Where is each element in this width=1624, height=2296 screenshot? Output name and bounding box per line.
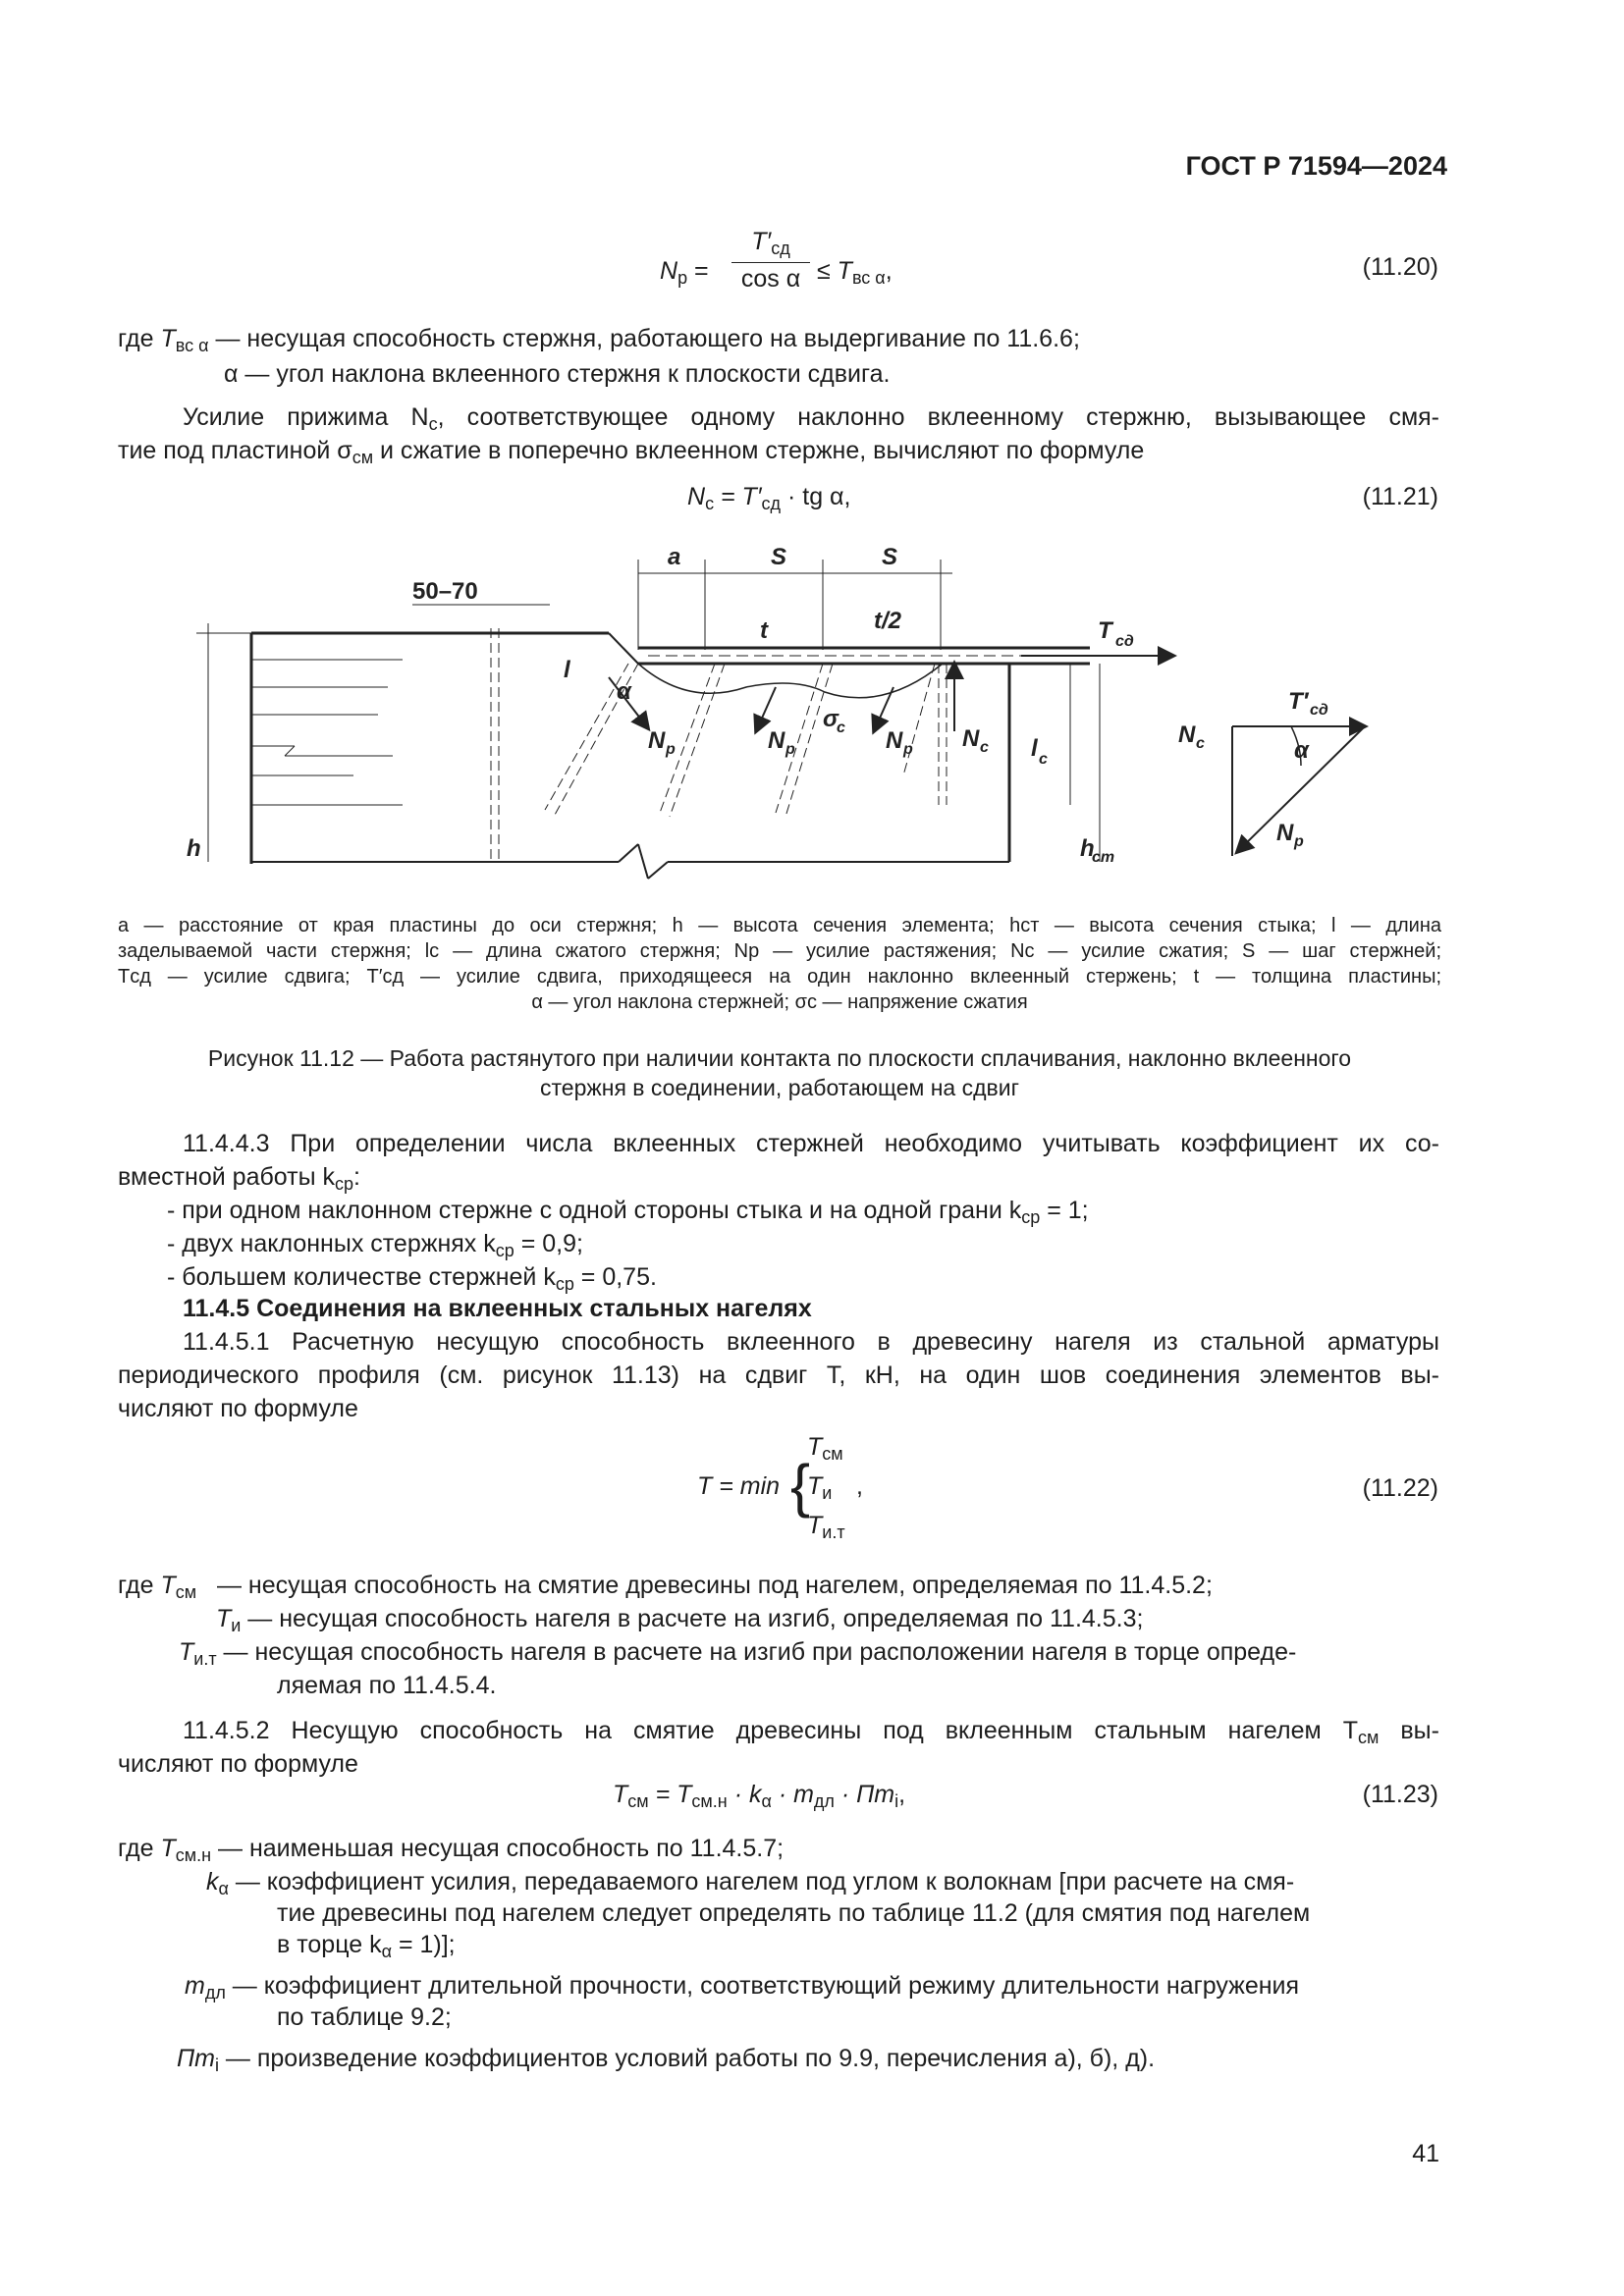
equation-11-22: T = min [697, 1472, 781, 1500]
label-nc: N [1178, 721, 1196, 748]
where-line: в торце $k_\alpha = 1$)]; [277, 1931, 456, 1961]
label-s2: S [882, 544, 898, 570]
label-np: N [886, 727, 903, 754]
where-line: где $T_{см}$ — несущая способность на смятие древесины под нагелем, определяемая по 11.4.5.2; [118, 1572, 1213, 1602]
label-nc: N [962, 725, 980, 752]
where-line: ляемая по 11.4.5.4. [277, 1672, 497, 1699]
svg-text:с: с [1039, 751, 1048, 768]
label-t: t [760, 617, 768, 644]
list-item: - большем количестве стержней $k_{ср} = 0,75$. [167, 1263, 657, 1294]
label-lc: l [1031, 735, 1038, 762]
figure-legend-line: a — расстояние от края пластины до оси стержня; h — высота сечения элемента; hст — высота сечения стыка; l — длина [118, 915, 1441, 936]
list-item: - при одном наклонном стержне с одной стороны стыка и на одной грани $k_{ср} = 1$; [167, 1197, 1089, 1227]
svg-text:с: с [980, 739, 989, 756]
page-number: 41 [1412, 2140, 1439, 2167]
section-heading: 11.4.5 Соединения на вклеенных стальных нагелях [183, 1295, 812, 1322]
paragraph-line: числяют по формуле [118, 1750, 358, 1778]
where-line: где $T_{вс \alpha}$ — несущая способность стержня, работающего на выдергивание по 11.6.6; [118, 325, 1080, 355]
svg-text:с: с [837, 720, 845, 736]
where-line: $m_{дл}$ — коэффициент длительной прочности, соответствующий режиму длительности нагружения [185, 1972, 1300, 2002]
paragraph-line: 11.4.5.2 Несущую способность на смятие древесины под вклеенным стальным нагелем $T_{см}$ вы- [183, 1717, 1439, 1747]
svg-text:р: р [903, 741, 913, 758]
list-item: - двух наклонных стержнях $k_{ср} = 0,9$; [167, 1230, 583, 1260]
where-line: $T_{и.т}$ — несущая способность нагеля в расчете на изгиб при расположении нагеля в торце опреде- [179, 1638, 1297, 1669]
label-t2: t/2 [874, 608, 902, 634]
paragraph-line: 11.4.5.1 Расчетную несущую способность вклеенного в древесину нагеля из стальной арматуры [183, 1328, 1439, 1356]
paragraph-line: тие под пластиной $\sigma_{см}$ и сжатие в поперечно вклеенном стержне, вычисляют по формуле [118, 437, 1145, 467]
equation-11-23: $T_{см} = T_{см.н} \cdot k_\alpha \cdot m_{дл} \cdot Пm_i$, [613, 1781, 906, 1811]
equation-11-21: $N_с = T'_{сд}$ · tg α, [687, 483, 851, 513]
svg-text:р: р [1294, 833, 1304, 850]
equation-11-20-fraction: $T'_{сд}$ cos α [731, 228, 810, 294]
figure-legend-line: заделываемой части стержня; lс — длина сжатого стержня; Nр — усилие растяжения; Nс — усилие сжатия; S — шаг стержней; [118, 940, 1441, 962]
svg-text:сд: сд [1115, 633, 1134, 650]
paragraph-line: Усилие прижима $N_с$, соответствующее одному наклонно вклеенному стержню, вызывающее смя- [183, 403, 1440, 434]
label-l: l [564, 657, 570, 683]
figure-caption: Рисунок 11.12 — Работа растянутого при наличии контакта по плоскости сплачивания, наклонно вклеенного стержня в соединении, работающем на сдвиг [207, 1045, 1352, 1100]
paragraph-line: 11.4.4.3 При определении числа вклеенных стержней необходимо учитывать коэффициент их со- [183, 1130, 1439, 1157]
label-np: N [768, 727, 785, 754]
where-line: $k_\alpha$ — коэффициент усилия, передаваемого нагелем под углом к волокнам [при расчете на смя- [206, 1868, 1295, 1898]
where-line: по таблице 9.2; [277, 2003, 452, 2031]
label-hst: h [1080, 835, 1095, 862]
brace: { [790, 1453, 811, 1519]
equation-number: (11.20) [1362, 253, 1438, 281]
svg-text:сд: сд [1310, 702, 1328, 719]
label-a: a [668, 544, 681, 570]
equation-number: (11.21) [1362, 483, 1438, 510]
paragraph-line: периодического профиля (см. рисунок 11.13) на сдвиг T, кН, на один шов соединения элементов вы- [118, 1362, 1439, 1389]
label-s1: S [771, 544, 787, 570]
label-alpha: α [617, 678, 631, 705]
label-np: N [1276, 820, 1294, 846]
document-code: ГОСТ Р 71594—2024 [1185, 151, 1447, 181]
svg-text:с: с [1196, 735, 1205, 752]
svg-text:р: р [666, 741, 676, 758]
label-np: N [648, 727, 666, 754]
label-h: h [187, 835, 201, 862]
where-line: где $T_{см.н}$ — наименьшая несущая способность по 11.4.5.7; [118, 1835, 785, 1865]
label-sigma: σ [823, 706, 839, 732]
equation-number: (11.22) [1362, 1474, 1438, 1502]
figure-legend-line: Tсд — усилие сдвига; T′сд — усилие сдвига, приходящееся на один наклонно вклеенный стержень; t — толщина пластины; [118, 966, 1441, 988]
label-tsd-prime: T′ [1288, 688, 1309, 715]
paragraph-line: вместной работы $k_{ср}$: [118, 1163, 360, 1194]
svg-text:ст: ст [1092, 849, 1115, 866]
where-line: $Пm_i$ — произведение коэффициентов условий работы по 9.9, перечисления а), б), д). [177, 2045, 1156, 2075]
where-line: α — угол наклона вклеенного стержня к плоскости сдвига. [224, 360, 891, 388]
equation-11-20: $N_р$ = [660, 257, 709, 288]
figure-11-12-diagram [0, 0, 1624, 883]
label-alpha: α [1294, 737, 1309, 764]
paragraph-line: числяют по формуле [118, 1395, 358, 1422]
label-dimension-50-70: 50–70 [412, 578, 478, 605]
where-line: тие древесины под нагелем следует определять по таблице 11.2 (для смятия под нагелем [277, 1899, 1311, 1927]
figure-legend-line: α — угол наклона стержней; σс — напряжение сжатия [531, 991, 1028, 1013]
equation-number: (11.23) [1362, 1781, 1438, 1808]
label-tsd: T [1098, 617, 1112, 644]
where-line: $T_и$ — несущая способность нагеля в расчете на изгиб, определяемая по 11.4.5.3; [216, 1605, 1144, 1635]
svg-text:р: р [785, 741, 795, 758]
